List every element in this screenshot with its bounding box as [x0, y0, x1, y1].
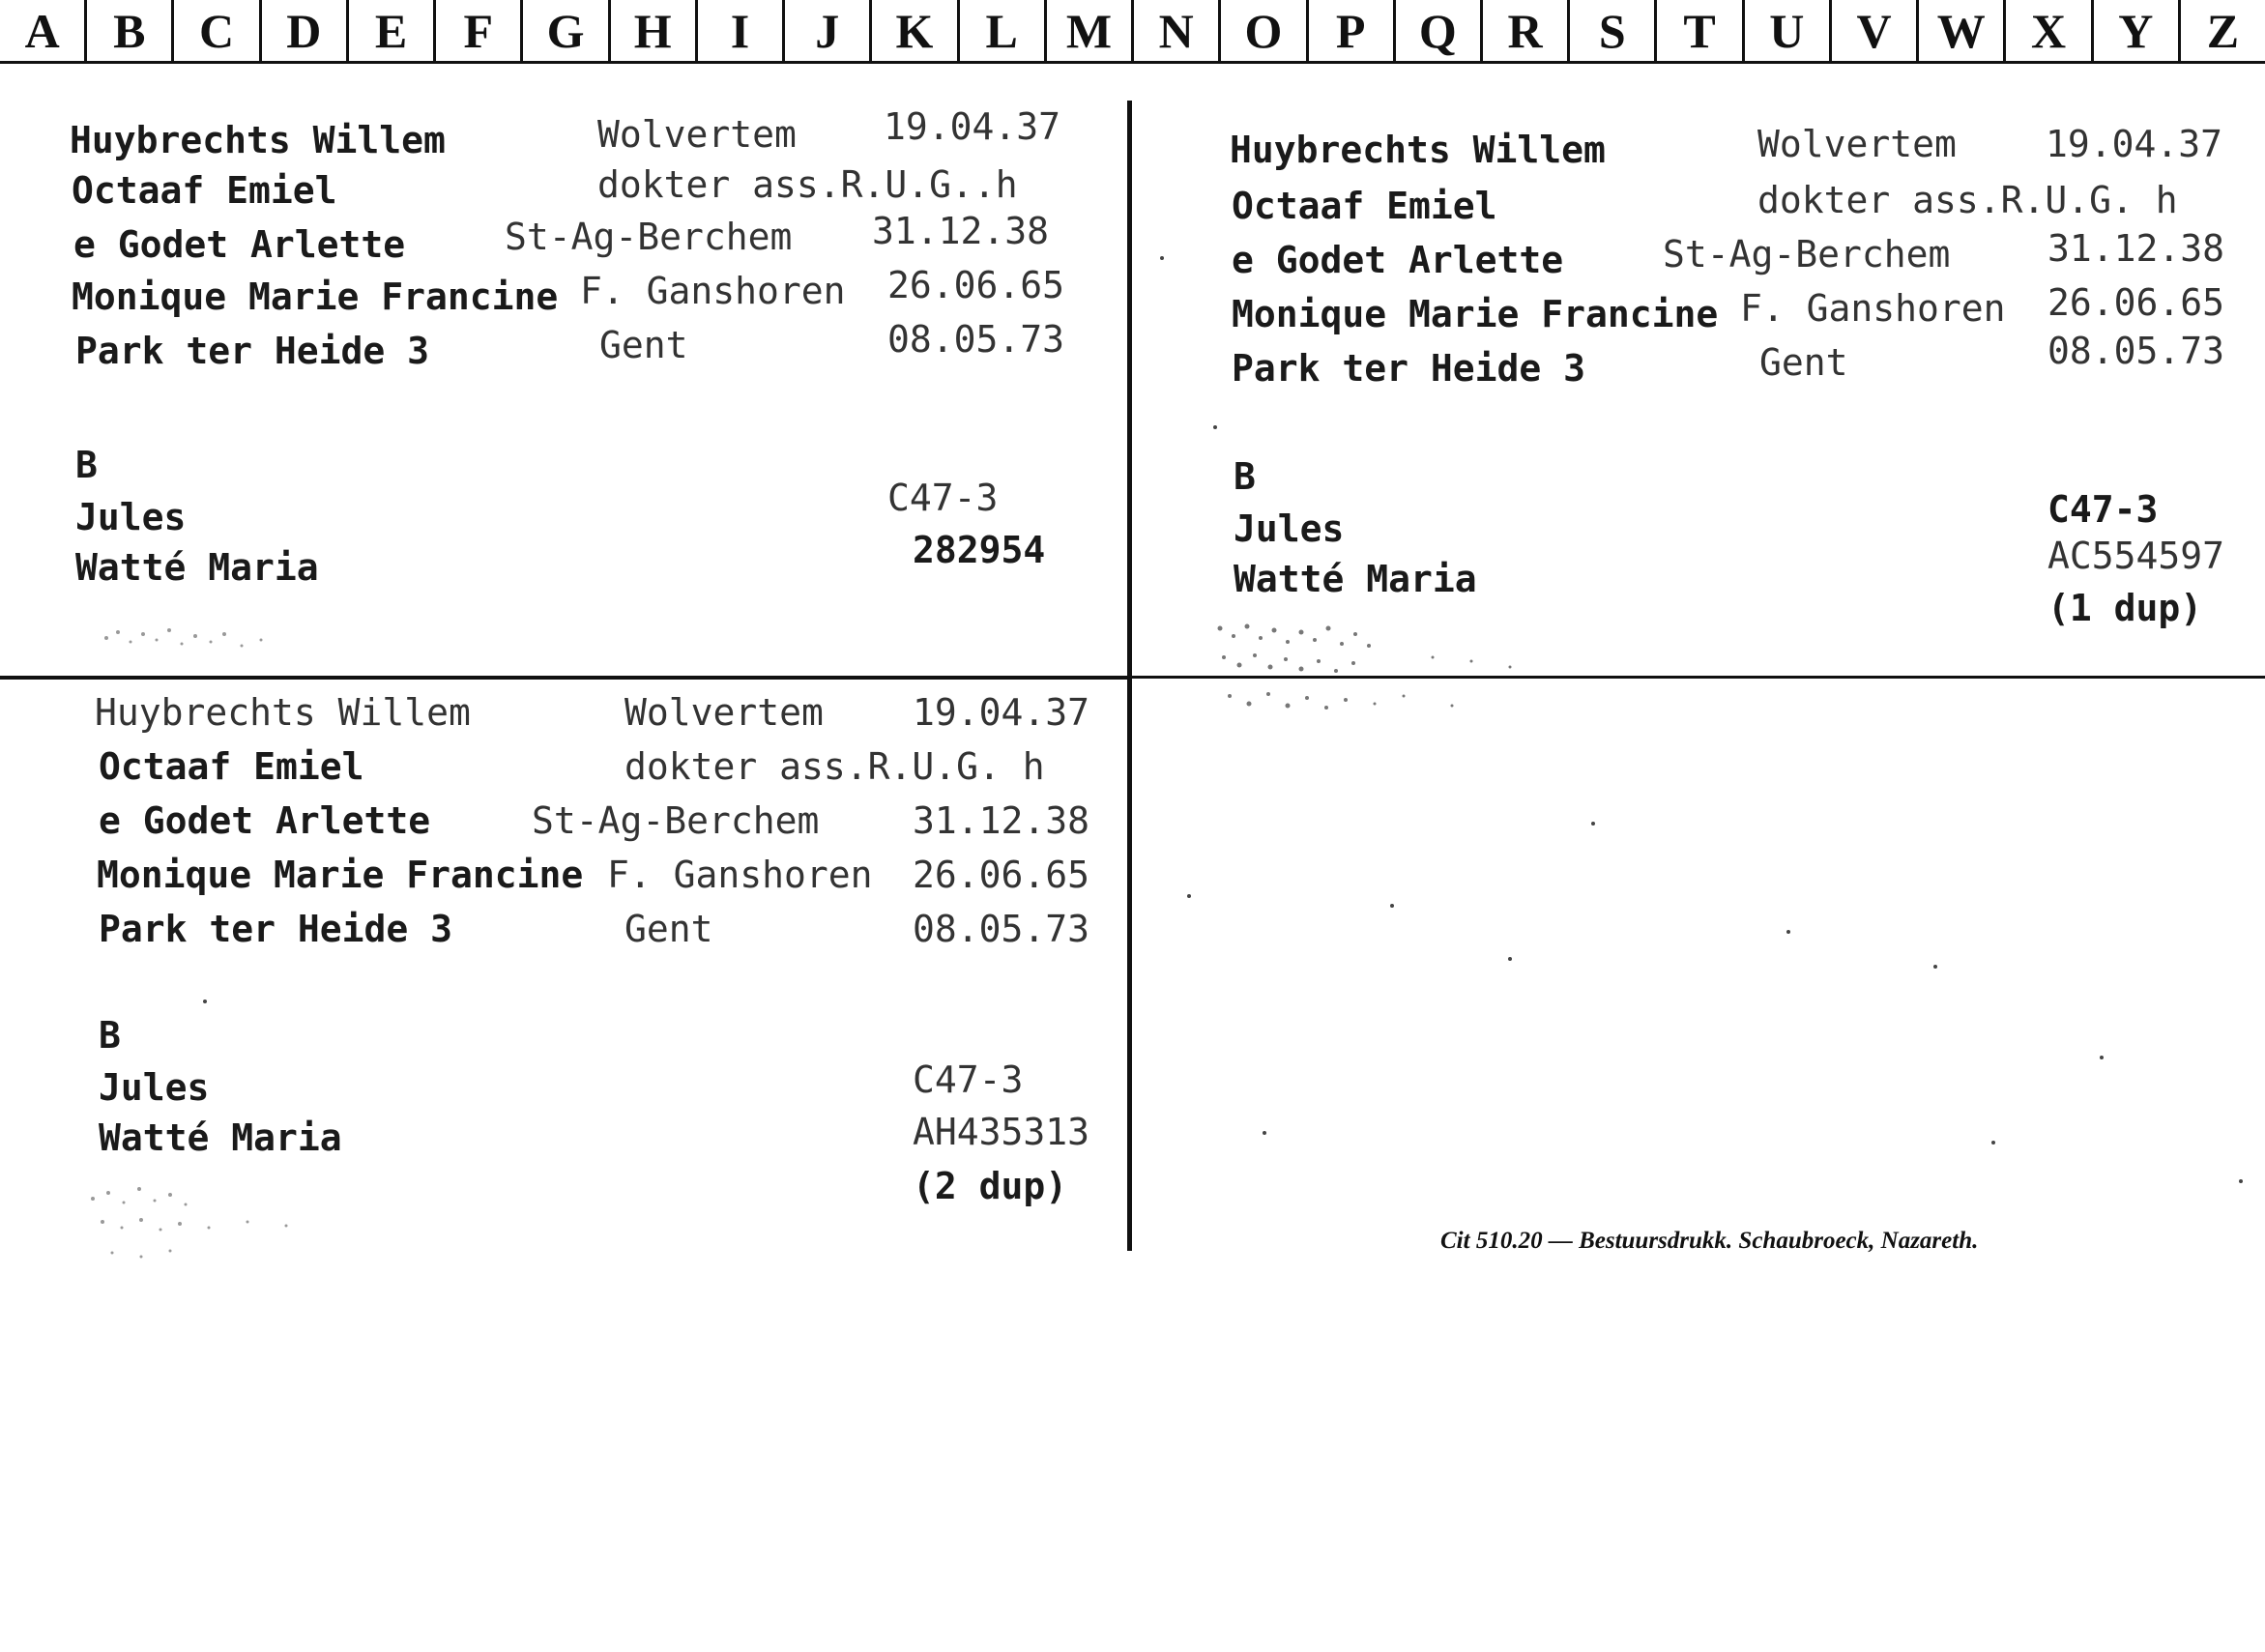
id-number: AC554597 [2047, 535, 2225, 577]
dust-dot [1263, 1131, 1266, 1135]
profession: dokter ass.R.U.G. h [1757, 179, 2178, 221]
alphabet-letter-l: L [960, 0, 1047, 61]
spouse-birthdate: 31.12.38 [2047, 227, 2225, 270]
dust-dot [1390, 904, 1394, 908]
spouse-place: F. Ganshoren [1740, 287, 2006, 330]
given-names: Octaaf Emiel [99, 745, 364, 788]
alphabet-letter-a: A [0, 0, 87, 61]
father-name: Jules [99, 1066, 210, 1109]
alphabet-letter-s: S [1570, 0, 1657, 61]
letter-code: B [1234, 455, 1256, 498]
marriage-date: 26.06.65 [2047, 281, 2225, 324]
dust-dot [203, 1000, 207, 1003]
birthplace: Wolvertem [1757, 123, 1957, 165]
dust-dot [1591, 822, 1595, 826]
profession: dokter ass.R.U.G..h [597, 163, 1018, 206]
duplicate-note: (2 dup) [913, 1165, 1068, 1207]
spouse-given-names: Monique Marie Francine [97, 854, 584, 896]
id-number: 282954 [913, 529, 1046, 571]
record-card-top-right [1230, 123, 2225, 1087]
alphabet-letter-q: Q [1396, 0, 1483, 61]
address: Park ter Heide 3 [1232, 347, 1586, 390]
alphabet-letter-i: I [698, 0, 785, 61]
birthdate: 19.04.37 [884, 105, 1061, 148]
spouse-name: e Godet Arlette [73, 223, 406, 266]
alphabet-letter-b: B [87, 0, 174, 61]
spouse-given-names: Monique Marie Francine [72, 275, 559, 318]
dust-dot [1991, 1141, 1995, 1145]
spouse-birthplace: St-Ag-Berchem [532, 799, 820, 842]
dust-dot [1933, 965, 1937, 969]
alphabet-letter-c: C [174, 0, 261, 61]
mother-name: Watté Maria [1234, 558, 1477, 600]
city: Gent [1759, 341, 1848, 384]
alphabet-letter-h: H [611, 0, 698, 61]
address: Park ter Heide 3 [99, 908, 453, 950]
given-names: Octaaf Emiel [1232, 185, 1497, 227]
registration-date: 08.05.73 [887, 318, 1065, 361]
alphabet-index-strip [0, 0, 2265, 64]
registration-date: 08.05.73 [2047, 330, 2225, 372]
alphabet-letter-z: Z [2206, 3, 2240, 58]
name-line: Huybrechts Willem [70, 119, 446, 161]
profession: dokter ass.R.U.G. h [624, 745, 1045, 788]
birthdate: 19.04.37 [2046, 123, 2223, 165]
alphabet-letter-j: J [785, 0, 872, 61]
birthplace: Wolvertem [624, 691, 824, 734]
mother-name: Watté Maria [99, 1116, 342, 1159]
dust-dot [1160, 256, 1164, 260]
spouse-birthdate: 31.12.38 [872, 210, 1050, 252]
alphabet-letter-p: P [1309, 0, 1396, 61]
file-code: C47-3 [887, 477, 999, 519]
spouse-name: e Godet Arlette [1232, 239, 1564, 281]
alphabet-letter-x: X [2006, 0, 2093, 61]
name-line: Huybrechts Willem [1230, 129, 1606, 171]
spouse-birthplace: St-Ag-Berchem [1663, 233, 1951, 275]
horizontal-divider-left [0, 676, 1129, 680]
duplicate-note: (1 dup) [2047, 587, 2203, 629]
alphabet-letter-t: T [1657, 0, 1744, 61]
father-name: Jules [75, 496, 187, 538]
alphabet-letter-n: N [1134, 0, 1221, 61]
stamp-residue-bottom-left [83, 1179, 392, 1266]
dust-dot [1187, 894, 1191, 898]
city: Gent [624, 908, 713, 950]
alphabet-letter-r: R [1483, 0, 1570, 61]
letter-code: B [75, 444, 98, 486]
printer-imprint: Cit 510.20 — Bestuursdrukk. Schaubroeck, Nazareth. [1440, 1228, 1979, 1254]
file-code: C47-3 [913, 1058, 1024, 1101]
registration-date: 08.05.73 [913, 908, 1090, 950]
alphabet-letter-v: V [1832, 0, 1919, 61]
address: Park ter Heide 3 [75, 330, 430, 372]
dust-dot [2100, 1056, 2104, 1059]
spouse-place: F. Ganshoren [580, 270, 846, 312]
name-line: Huybrechts Willem [95, 691, 471, 734]
mother-name: Watté Maria [75, 546, 319, 589]
alphabet-letter-g: G [523, 0, 610, 61]
marriage-date: 26.06.65 [913, 854, 1090, 896]
dust-dot [2239, 1179, 2243, 1183]
spouse-birthdate: 31.12.38 [913, 799, 1090, 842]
birthplace: Wolvertem [597, 113, 797, 156]
dust-dot [1213, 425, 1217, 429]
dust-dot [1508, 957, 1512, 961]
alphabet-letter-w: W [1919, 0, 2006, 61]
alphabet-letter-d: D [262, 0, 349, 61]
alphabet-letter-y: Y [2094, 0, 2181, 61]
birthdate: 19.04.37 [913, 691, 1090, 734]
alphabet-letter-u: U [1745, 0, 1832, 61]
file-code: C47-3 [2047, 488, 2159, 531]
spouse-birthplace: St-Ag-Berchem [505, 216, 793, 258]
marriage-date: 26.06.65 [887, 264, 1065, 306]
dust-dot [1786, 930, 1790, 934]
letter-code: B [99, 1014, 121, 1057]
alphabet-letter-m: M [1047, 0, 1134, 61]
record-card-bottom-left [95, 691, 1090, 1649]
spouse-given-names: Monique Marie Francine [1232, 293, 1719, 335]
spouse-place: F. Ganshoren [607, 854, 873, 896]
father-name: Jules [1234, 507, 1345, 550]
city: Gent [599, 324, 688, 366]
spouse-name: e Godet Arlette [99, 799, 431, 842]
id-number: AH435313 [913, 1111, 1090, 1153]
alphabet-letter-f: F [436, 0, 523, 61]
stamp-residue-top-left [97, 619, 290, 667]
alphabet-letter-o: O [1221, 0, 1308, 61]
alphabet-letter-k: K [872, 0, 959, 61]
stamp-residue-top-right [1210, 619, 1616, 735]
alphabet-letter-e: E [349, 0, 436, 61]
given-names: Octaaf Emiel [72, 169, 337, 212]
